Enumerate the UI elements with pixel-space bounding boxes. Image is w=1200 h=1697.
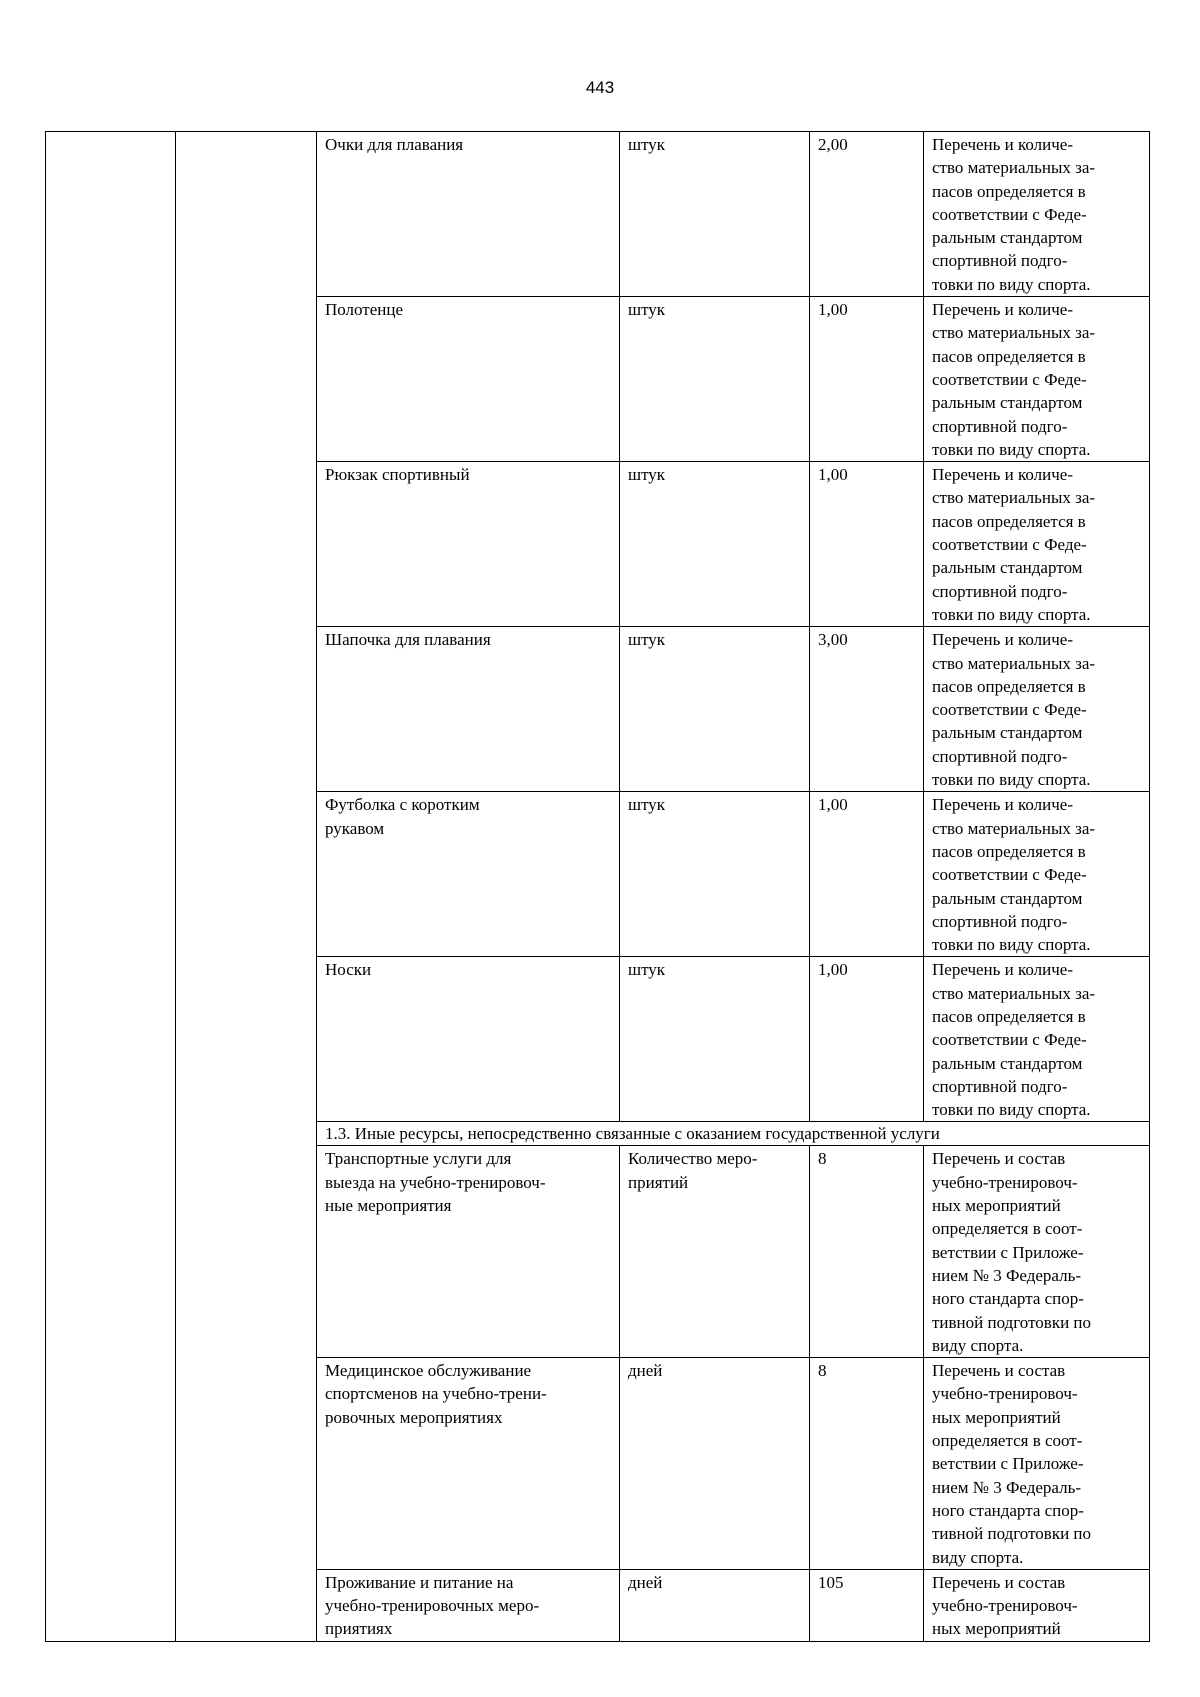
unit: штук [628,630,666,650]
item-name-cell [317,132,620,297]
value: 8 [818,1149,827,1169]
value-cell [810,297,924,462]
value: 3,00 [818,630,848,650]
value-cell [810,132,924,297]
item-name-cell [317,1146,620,1358]
item-name: Очки для плавания [325,135,464,154]
value-cell [810,627,924,792]
note: Перечень и количе- ство материальных за- пасов определяется в соответствии с Феде- ральным стандартом спортивной подго- товки по виду спорта. [932,960,1096,1120]
value: 8 [818,1361,827,1381]
item-name: Проживание и питание на учебно-тренировочных меро- приятиях [325,1572,540,1639]
value-cell [810,1146,924,1358]
note: Перечень и состав учебно-тренировоч- ных мероприятий [932,1572,1078,1639]
note: Перечень и количе- ство материальных за- пасов определяется в соответствии с Феде- ральным стандартом спортивной подго- товки по виду спорта. [932,465,1096,624]
value-cell [810,957,924,1122]
note-cell [924,1569,1150,1641]
item-name: Полотенце [325,300,404,320]
table-row [46,132,1150,297]
item-name: Медицинское обслуживание спортсменов на учебно-трени- ровочных мероприятиях [325,1361,547,1427]
resources-table [45,131,1150,1642]
note-cell [924,1358,1150,1570]
item-name-cell [317,1569,620,1641]
unit: дней [628,1361,663,1381]
unit: штук [628,795,666,815]
unit: штук [628,960,666,980]
value: 1,00 [818,465,848,485]
note-cell [924,1146,1150,1358]
page-number: 443 [585,78,615,97]
value: 1,00 [818,960,848,980]
value-cell [810,462,924,627]
item-name-cell [317,792,620,957]
note-cell [924,462,1150,627]
item-name-cell [317,627,620,792]
unit-cell [620,297,810,462]
item-name-cell [317,462,620,627]
item-name-cell [317,1358,620,1570]
note-cell [924,792,1150,957]
value-cell [810,1569,924,1641]
unit: штук [628,465,666,485]
unit-cell [620,1569,810,1641]
item-name: Носки [325,960,372,980]
value: 1,00 [818,300,848,320]
note-cell [924,132,1150,297]
note: Перечень и состав учебно-тренировоч- ных мероприятий определяется в соот- ветствии с Приложе- нием № 3 Федераль- ного стандарта спор- тивной подготовки по виду спорта. [932,1361,1092,1567]
item-name: Шапочка для плавания [325,630,491,650]
value: 105 [818,1572,844,1592]
note: Перечень и количе- ство материальных за- пасов определяется в соответствии с Феде- ральным стандартом спортивной подго- товки по виду спорта. [932,630,1096,790]
item-name-cell [317,957,620,1122]
unit-cell [620,1146,810,1358]
value: 2,00 [818,135,848,154]
unit-cell [620,957,810,1122]
section-title: 1.3. Иные ресурсы, непосредственно связанные с оказанием государственной услуги [317,1122,1150,1146]
unit-cell [620,1358,810,1570]
item-name: Рюкзак спортивный [325,465,470,485]
empty-column-1 [46,132,176,1642]
item-name: Транспортные услуги для выезда на учебно-тренировоч- ные мероприятия [325,1149,546,1216]
value-cell [810,792,924,957]
unit: штук [628,300,666,320]
note: Перечень и состав учебно-тренировоч- ных мероприятий определяется в соот- ветствии с Приложе- нием № 3 Федераль- ного стандарта спор- тивной подготовки по виду спорта. [932,1149,1092,1355]
unit: Количество меро- приятий [628,1149,758,1192]
unit: дней [628,1572,663,1592]
note-cell [924,627,1150,792]
value: 1,00 [818,795,848,815]
unit: штук [628,135,666,154]
note-cell [924,957,1150,1122]
note: Перечень и количе- ство материальных за- пасов определяется в соответствии с Феде- ральным стандартом спортивной подго- товки по виду спорта. [932,795,1096,955]
unit-cell [620,792,810,957]
note-cell [924,297,1150,462]
value-cell [810,1358,924,1570]
unit-cell [620,627,810,792]
item-name: Футболка с коротким рукавом [325,795,480,838]
note: Перечень и количе- ство материальных за- пасов определяется в соответствии с Феде- ральным стандартом спортивной подго- товки по виду спорта. [932,300,1096,459]
unit-cell [620,462,810,627]
item-name-cell [317,297,620,462]
empty-column-2 [176,132,317,1642]
unit-cell [620,132,810,297]
note: Перечень и количе- ство материальных за- пасов определяется в соответствии с Феде- ральным стандартом спортивной подго- товки по виду спорта. [932,135,1096,294]
